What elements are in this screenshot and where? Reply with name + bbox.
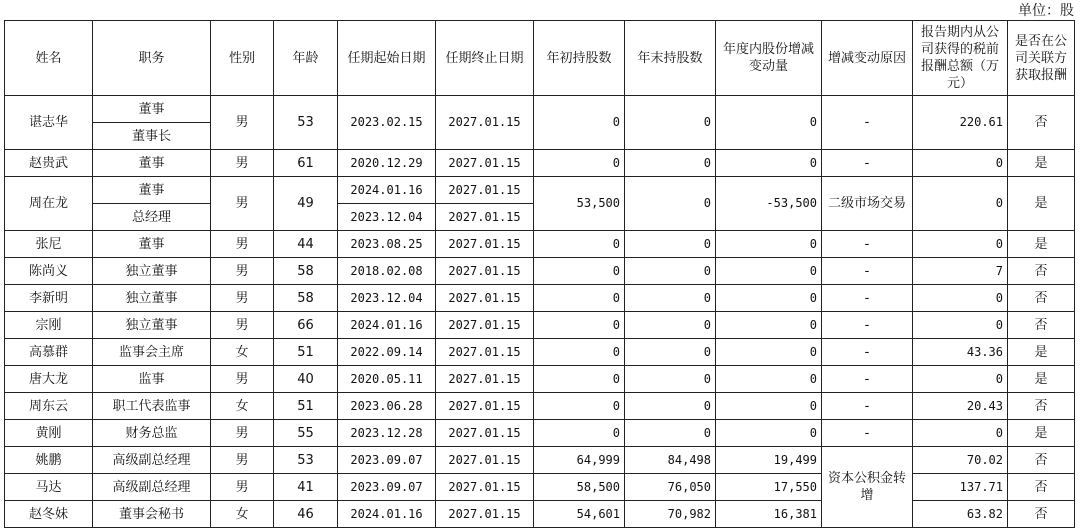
age-cell: 53 xyxy=(274,96,338,150)
table-row xyxy=(5,447,1075,474)
table-body xyxy=(5,96,1075,528)
person-name: 姚鹏 xyxy=(5,447,93,474)
pay-cell: 0 xyxy=(913,285,1008,312)
term-end-date: 2027.01.15 xyxy=(436,231,534,258)
table-row xyxy=(5,285,1075,312)
term-start-date: 2023.09.07 xyxy=(338,447,436,474)
gender-cell: 男 xyxy=(211,312,274,339)
term-end-date: 2027.01.15 xyxy=(436,366,534,393)
age-cell: 55 xyxy=(274,420,338,447)
begin-shares-cell: 0 xyxy=(534,312,625,339)
position-title: 董事 xyxy=(93,150,211,177)
person-name: 唐大龙 xyxy=(5,366,93,393)
age-cell: 58 xyxy=(274,285,338,312)
related-pay-cell: 是 xyxy=(1008,231,1075,258)
gender-cell: 男 xyxy=(211,285,274,312)
executive-shareholding-table xyxy=(4,20,1075,528)
begin-shares-cell: 0 xyxy=(534,231,625,258)
share-change-cell: 0 xyxy=(716,339,822,366)
person-name: 陈尚义 xyxy=(5,258,93,285)
end-shares-cell: 84,498 xyxy=(625,447,716,474)
share-change-cell: 0 xyxy=(716,96,822,150)
related-pay-cell: 是 xyxy=(1008,420,1075,447)
begin-shares-cell: 0 xyxy=(534,285,625,312)
related-pay-cell: 否 xyxy=(1008,474,1075,501)
end-shares-cell: 0 xyxy=(625,231,716,258)
gender-cell: 男 xyxy=(211,96,274,150)
term-end-date: 2027.01.15 xyxy=(436,150,534,177)
header-end-shares: 年末持股数 xyxy=(625,21,716,96)
begin-shares-cell: 0 xyxy=(534,96,625,150)
position-title: 独立董事 xyxy=(93,258,211,285)
change-reason-cell: 资本公积金转增 xyxy=(822,447,913,528)
term-start-date: 2024.01.16 xyxy=(338,501,436,528)
begin-shares-cell: 53,500 xyxy=(534,177,625,231)
pay-cell: 220.61 xyxy=(913,96,1008,150)
person-name: 宗刚 xyxy=(5,312,93,339)
change-reason-cell: - xyxy=(822,366,913,393)
begin-shares-cell: 0 xyxy=(534,150,625,177)
table-row xyxy=(5,96,1075,123)
pay-cell: 70.02 xyxy=(913,447,1008,474)
term-start-date: 2022.09.14 xyxy=(338,339,436,366)
term-start-date: 2023.12.04 xyxy=(338,285,436,312)
header-name: 姓名 xyxy=(5,21,93,96)
end-shares-cell: 0 xyxy=(625,96,716,150)
related-pay-cell: 否 xyxy=(1008,285,1075,312)
gender-cell: 男 xyxy=(211,258,274,285)
gender-cell: 男 xyxy=(211,474,274,501)
gender-cell: 男 xyxy=(211,447,274,474)
pay-cell: 7 xyxy=(913,258,1008,285)
begin-shares-cell: 54,601 xyxy=(534,501,625,528)
age-cell: 53 xyxy=(274,447,338,474)
term-end-date: 2027.01.15 xyxy=(436,312,534,339)
term-start-date: 2023.12.28 xyxy=(338,420,436,447)
age-cell: 40 xyxy=(274,366,338,393)
header-gender: 性别 xyxy=(211,21,274,96)
position-title: 董事长 xyxy=(93,123,211,150)
related-pay-cell: 是 xyxy=(1008,177,1075,231)
term-start-date: 2023.09.07 xyxy=(338,474,436,501)
begin-shares-cell: 0 xyxy=(534,393,625,420)
age-cell: 51 xyxy=(274,339,338,366)
gender-cell: 男 xyxy=(211,150,274,177)
gender-cell: 男 xyxy=(211,366,274,393)
related-pay-cell: 是 xyxy=(1008,339,1075,366)
header-term-end: 任期终止日期 xyxy=(436,21,534,96)
gender-cell: 男 xyxy=(211,420,274,447)
end-shares-cell: 0 xyxy=(625,339,716,366)
person-name: 黄刚 xyxy=(5,420,93,447)
change-reason-cell: - xyxy=(822,393,913,420)
term-start-date: 2023.08.25 xyxy=(338,231,436,258)
related-pay-cell: 否 xyxy=(1008,393,1075,420)
change-reason-cell: - xyxy=(822,312,913,339)
related-pay-cell: 否 xyxy=(1008,501,1075,528)
share-change-cell: 0 xyxy=(716,150,822,177)
gender-cell: 女 xyxy=(211,393,274,420)
term-start-date: 2023.02.15 xyxy=(338,96,436,150)
person-name: 周在龙 xyxy=(5,177,93,231)
table-row xyxy=(5,231,1075,258)
position-title: 总经理 xyxy=(93,204,211,231)
table-row xyxy=(5,312,1075,339)
term-start-date: 2020.12.29 xyxy=(338,150,436,177)
position-title: 独立董事 xyxy=(93,312,211,339)
share-change-cell: 0 xyxy=(716,231,822,258)
end-shares-cell: 0 xyxy=(625,258,716,285)
term-start-date: 2024.01.16 xyxy=(338,312,436,339)
related-pay-cell: 是 xyxy=(1008,366,1075,393)
header-age: 年龄 xyxy=(274,21,338,96)
term-end-date: 2027.01.15 xyxy=(436,96,534,150)
term-start-date: 2018.02.08 xyxy=(338,258,436,285)
table-row xyxy=(5,150,1075,177)
term-end-date: 2027.01.15 xyxy=(436,258,534,285)
change-reason-cell: - xyxy=(822,285,913,312)
begin-shares-cell: 64,999 xyxy=(534,447,625,474)
header-title: 职务 xyxy=(93,21,211,96)
gender-cell: 男 xyxy=(211,177,274,231)
change-reason-cell: - xyxy=(822,339,913,366)
end-shares-cell: 0 xyxy=(625,150,716,177)
table-row xyxy=(5,474,1075,501)
table-row xyxy=(5,258,1075,285)
begin-shares-cell: 0 xyxy=(534,258,625,285)
header-row xyxy=(5,21,1075,96)
person-name: 高慕群 xyxy=(5,339,93,366)
term-end-date: 2027.01.15 xyxy=(436,204,534,231)
position-title: 高级副总经理 xyxy=(93,447,211,474)
share-change-cell: 19,499 xyxy=(716,447,822,474)
age-cell: 58 xyxy=(274,258,338,285)
pay-cell: 0 xyxy=(913,150,1008,177)
pay-cell: 0 xyxy=(913,312,1008,339)
age-cell: 41 xyxy=(274,474,338,501)
person-name: 谌志华 xyxy=(5,96,93,150)
header-pay: 报告期内从公司获得的税前报酬总额（万元） xyxy=(913,21,1008,96)
age-cell: 46 xyxy=(274,501,338,528)
table-row xyxy=(5,393,1075,420)
change-reason-cell: - xyxy=(822,150,913,177)
person-name: 马达 xyxy=(5,474,93,501)
position-title: 董事 xyxy=(93,177,211,204)
unit-label: 单位：股 xyxy=(1018,3,1074,19)
share-change-cell: 0 xyxy=(716,393,822,420)
person-name: 赵贵武 xyxy=(5,150,93,177)
age-cell: 66 xyxy=(274,312,338,339)
change-reason-cell: - xyxy=(822,258,913,285)
end-shares-cell: 70,982 xyxy=(625,501,716,528)
related-pay-cell: 否 xyxy=(1008,447,1075,474)
position-title: 董事 xyxy=(93,231,211,258)
end-shares-cell: 76,050 xyxy=(625,474,716,501)
share-change-cell: 0 xyxy=(716,420,822,447)
term-end-date: 2027.01.15 xyxy=(436,393,534,420)
term-end-date: 2027.01.15 xyxy=(436,177,534,204)
table-row xyxy=(5,420,1075,447)
end-shares-cell: 0 xyxy=(625,366,716,393)
person-name: 周东云 xyxy=(5,393,93,420)
end-shares-cell: 0 xyxy=(625,312,716,339)
gender-cell: 男 xyxy=(211,231,274,258)
header-change-reason: 增减变动原因 xyxy=(822,21,913,96)
share-change-cell: 0 xyxy=(716,258,822,285)
term-start-date: 2023.06.28 xyxy=(338,393,436,420)
age-cell: 51 xyxy=(274,393,338,420)
gender-cell: 女 xyxy=(211,339,274,366)
share-change-cell: 17,550 xyxy=(716,474,822,501)
share-change-cell: 0 xyxy=(716,366,822,393)
position-title: 财务总监 xyxy=(93,420,211,447)
pay-cell: 0 xyxy=(913,177,1008,231)
change-reason-cell: - xyxy=(822,420,913,447)
share-change-cell: -53,500 xyxy=(716,177,822,231)
begin-shares-cell: 0 xyxy=(534,366,625,393)
position-title: 监事会主席 xyxy=(93,339,211,366)
term-end-date: 2027.01.15 xyxy=(436,447,534,474)
change-reason-cell: 二级市场交易 xyxy=(822,177,913,231)
term-start-date: 2024.01.16 xyxy=(338,177,436,204)
share-change-cell: 0 xyxy=(716,312,822,339)
table-row xyxy=(5,339,1075,366)
age-cell: 61 xyxy=(274,150,338,177)
position-title: 高级副总经理 xyxy=(93,474,211,501)
term-end-date: 2027.01.15 xyxy=(436,285,534,312)
person-name: 张尼 xyxy=(5,231,93,258)
pay-cell: 20.43 xyxy=(913,393,1008,420)
related-pay-cell: 否 xyxy=(1008,258,1075,285)
term-start-date: 2020.05.11 xyxy=(338,366,436,393)
related-pay-cell: 是 xyxy=(1008,150,1075,177)
begin-shares-cell: 0 xyxy=(534,339,625,366)
end-shares-cell: 0 xyxy=(625,177,716,231)
end-shares-cell: 0 xyxy=(625,420,716,447)
term-end-date: 2027.01.15 xyxy=(436,420,534,447)
change-reason-cell: - xyxy=(822,96,913,150)
position-title: 独立董事 xyxy=(93,285,211,312)
header-related-pay: 是否在公司关联方获取报酬 xyxy=(1008,21,1075,96)
begin-shares-cell: 58,500 xyxy=(534,474,625,501)
position-title: 职工代表监事 xyxy=(93,393,211,420)
header-share-change: 年度内股份增减变动量 xyxy=(716,21,822,96)
change-reason-cell: - xyxy=(822,231,913,258)
header-begin-shares: 年初持股数 xyxy=(534,21,625,96)
begin-shares-cell: 0 xyxy=(534,420,625,447)
table-row xyxy=(5,501,1075,528)
pay-cell: 63.82 xyxy=(913,501,1008,528)
pay-cell: 0 xyxy=(913,366,1008,393)
related-pay-cell: 否 xyxy=(1008,312,1075,339)
related-pay-cell: 否 xyxy=(1008,96,1075,150)
share-change-cell: 16,381 xyxy=(716,501,822,528)
age-cell: 49 xyxy=(274,177,338,231)
term-end-date: 2027.01.15 xyxy=(436,474,534,501)
term-end-date: 2027.01.15 xyxy=(436,339,534,366)
person-name: 李新明 xyxy=(5,285,93,312)
person-name: 赵冬妹 xyxy=(5,501,93,528)
position-title: 董事 xyxy=(93,96,211,123)
pay-cell: 0 xyxy=(913,231,1008,258)
header-term-start: 任期起始日期 xyxy=(338,21,436,96)
position-title: 监事 xyxy=(93,366,211,393)
position-title: 董事会秘书 xyxy=(93,501,211,528)
gender-cell: 女 xyxy=(211,501,274,528)
end-shares-cell: 0 xyxy=(625,285,716,312)
table-row xyxy=(5,177,1075,204)
pay-cell: 137.71 xyxy=(913,474,1008,501)
term-start-date: 2023.12.04 xyxy=(338,204,436,231)
pay-cell: 43.36 xyxy=(913,339,1008,366)
term-end-date: 2027.01.15 xyxy=(436,501,534,528)
share-change-cell: 0 xyxy=(716,285,822,312)
table-row xyxy=(5,366,1075,393)
end-shares-cell: 0 xyxy=(625,393,716,420)
pay-cell: 0 xyxy=(913,420,1008,447)
age-cell: 44 xyxy=(274,231,338,258)
